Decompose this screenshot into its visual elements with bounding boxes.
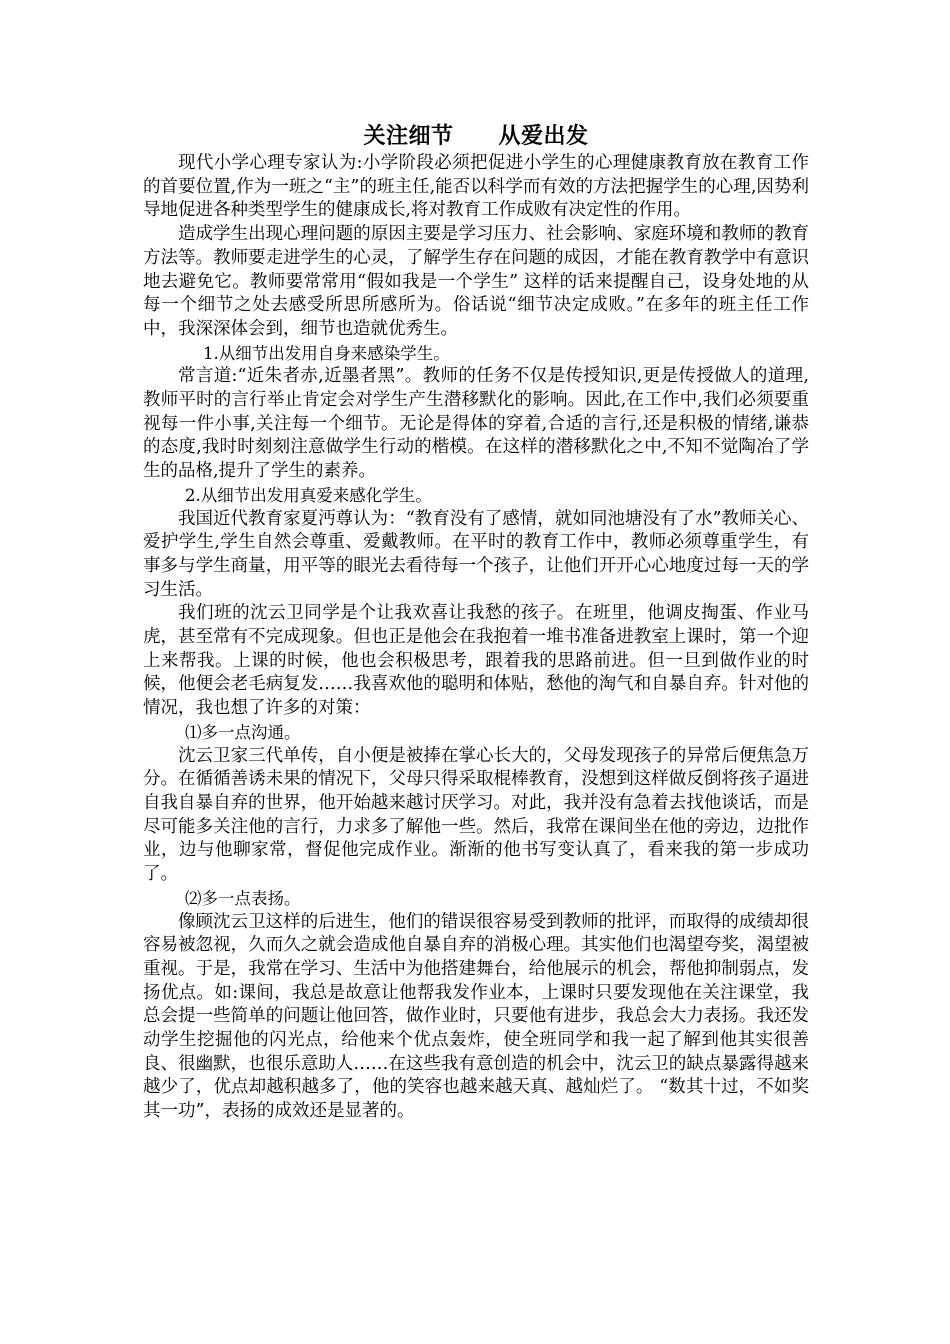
paragraph-student-case: 我们班的沈云卫同学是个让我欢喜让我愁的孩子。在班里，他调皮掏蛋、作业马虎，甚至常有不完成现象。但也正是他会在我抱着一堆书准备进教室上课时，第一个迎上来帮我。上课的时候，他也会积极思考，跟着我的思路前进。但一旦到做作业的时候，他便会老毛病复发……我喜欢他的聪明和体贴，愁他的淘气和自暴自弃。针对他的情况，我也想了许多的对策： <box>143 603 809 719</box>
document-page <box>143 120 809 1124</box>
paragraph-communication: 沈云卫家三代单传，自小便是被捧在掌心长大的，父母发现孩子的异常后便焦急万分。在循循善诱未果的情况下，父母只得采取棍棒教育，没想到这样做反倒将孩子逼进自我自暴自弃的世界，他开始越来越讨厌学习。对此，我并没有急着去找他谈话，而是尽可能多关注他的言行，力求多了解他一些。然后，我常在课间坐在他的旁边，边批作业，边与他聊家常，督促他完成作业。渐渐的他书写变认真了，看来我的第一步成功了。 <box>143 745 809 885</box>
paragraph-example-role-model: 常言道:“近朱者赤,近墨者黑”。教师的任务不仅是传授知识,更是传授做人的道理,教师平时的言行举止肯定会对学生产生潜移默化的影响。因此,在工作中,我们必须要重视每一件小事,关注每一个细节。无论是得体的穿着,合适的言行,还是积极的情绪,谦恭的态度,我时时刻刻注意做学生行动的楷模。在这样的潜移默化之中,不知不觉陶冶了学生的品格,提升了学生的素养。 <box>143 366 809 482</box>
section-heading-1: 1.从细节出发用自身来感染学生。 <box>203 343 450 363</box>
document-title: 关注细节 从爱出发 <box>363 123 589 149</box>
paragraph-respect: 我国近代教育家夏沔尊认为：“教育没有了感情，就如同池塘没有了水”教师关心、爱护学生,学生自然会尊重、爱戴教师。在平时的教育工作中，教师必须尊重学生，有事多与学生商量，用平等的眼光去看待每一个孩子，让他们开开心心地度过每一天的学习生活。 <box>143 508 809 600</box>
subheading-praise: ⑵多一点表扬。 <box>185 888 301 908</box>
paragraph-intro: 现代小学心理专家认为:小学阶段必须把促进小学生的心理健康教育放在教育工作的首要位置,作为一班之“主”的班主任,能否以科学而有效的方法把握学生的心理,因势利导地促进各种类型学生的健康成长,将对教育工作成败有决定性的作用。 <box>143 153 809 221</box>
paragraph-causes: 造成学生出现心理问题的原因主要是学习压力、社会影响、家庭环境和教师的教育方法等。教师要走进学生的心灵，了解学生存在问题的成因，才能在教育教学中有意识地去避免它。教师要常常用“假如我是一个学生” 这样的话来提醒自己，设身处地的从每一个细节之处去感受所思所感所为。俗话说“细节决定成败。”在多年的班主任工作中，我深深体会到，细节也造就优秀生。 <box>143 224 809 339</box>
paragraph-praise: 像顾沈云卫这样的后进生，他们的错误很容易受到教师的批评，而取得的成绩却很容易被忽视，久而久之就会造成他自暴自弃的消极心理。其实他们也渴望夸奖，渴望被重视。于是，我常在学习、生活中为他搭建舞台，给他展示的机会，帮他抑制弱点，发扬优点。如:课间，我总是故意让他帮我发作业本，上课时只要发现他在关注课堂，我总会提一些简单的问题让他回答，做作业时，只要他有进步，我总会大力表扬。我还发动学生挖掘他的闪光点，给他来个优点轰炸，使全班同学和我一起了解到他其实很善良、很幽默，也很乐意助人……在这些我有意创造的机会中，沈云卫的缺点暴露得越来越少了，优点却越积越多了，他的笑容也越来越天真、越灿烂了。 “数其十过，不如奖其一功”，表扬的成效还是显著的。 <box>143 911 809 1122</box>
section-heading-2: 2.从细节出发用真爱来感化学生。 <box>185 485 432 505</box>
subheading-communication: ⑴多一点沟通。 <box>185 722 301 742</box>
